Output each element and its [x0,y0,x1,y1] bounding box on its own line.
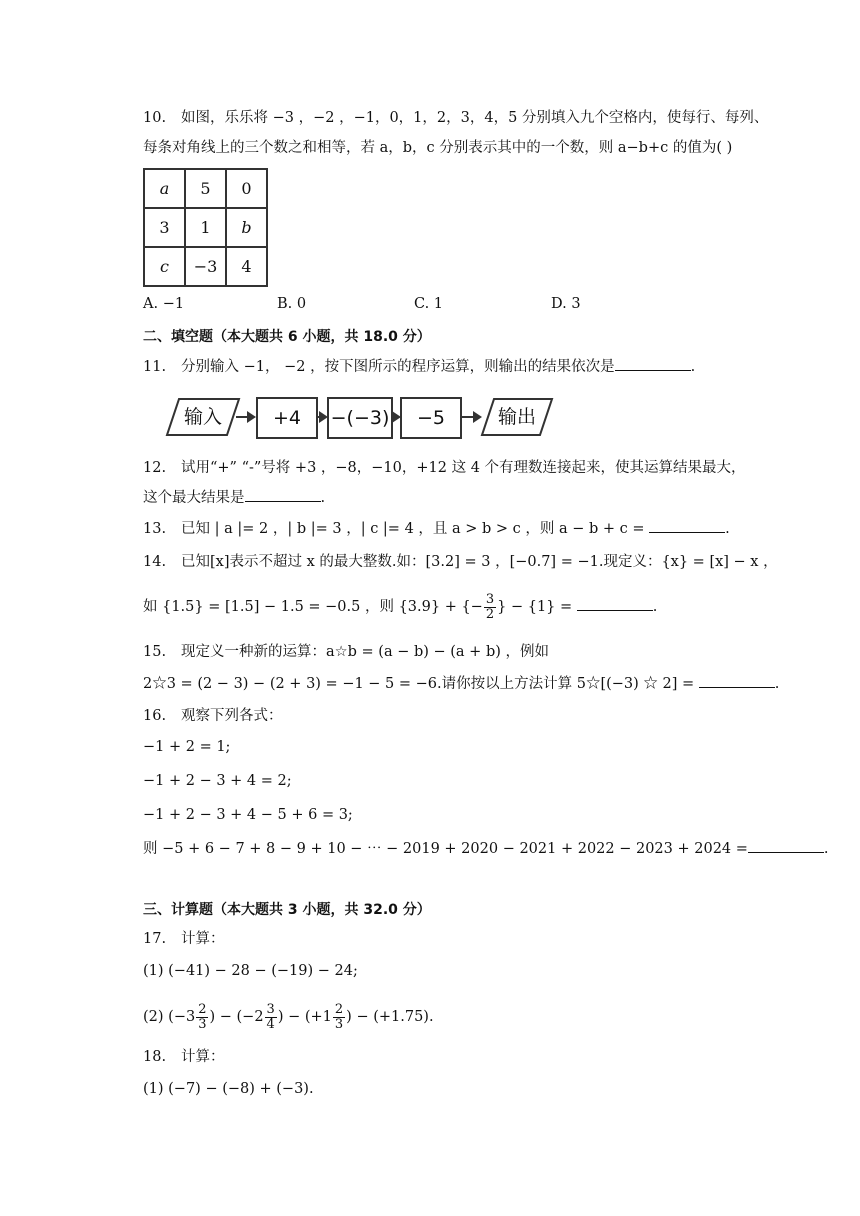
q14-text-2a: 如 {1.5} = [1.5] − 1.5 = −0.5 ，则 {3.9} + {− [143,599,483,615]
fraction [196,1003,208,1032]
q10-line2: 每条对角线上的三个数之和相等，若 a，b，c 分别表示其中的一个数，则 a−b+c 的值为( ) [143,140,733,156]
grid-cell: 1 [185,208,226,247]
q13-line [143,518,730,540]
flow-step-1: +4 [256,397,318,439]
q17-part-2 [143,1000,434,1034]
grid-cell: −3 [185,247,226,286]
q17-number: 17. [143,931,167,947]
answer-blank [649,518,725,533]
q18-intro: 计算： [181,1049,225,1065]
q13-period: . [725,521,730,537]
fraction-numerator: 3 [485,591,495,607]
grid-cell: 0 [226,169,267,208]
q18-line-intro [143,1046,225,1068]
answer-blank [699,673,775,688]
q16-row-2: −1 + 2 − 3 + 4 = 2; [143,773,292,789]
q18-part-1: (1) (−7) − (−8) + (−3). [143,1081,314,1097]
expr-part: ) − (−2 [209,1009,264,1025]
q12-number: 12. [143,460,167,476]
grid-cell: 4 [226,247,267,286]
q18-number: 18. [143,1049,167,1065]
q15-text-2: 2☆3 = (2 − 3) − (2 + 3) = −1 − 5 = −6.请你按以上方法计算 5☆[(−3) ☆ 2] = [143,676,695,692]
q11-text: 分别输入 −1， −2 ，按下图所示的程序运算，则输出的结果依次是 [181,359,615,375]
grid-cell: b [226,208,267,247]
q11-number: 11. [143,359,167,375]
grid-cell: 5 [185,169,226,208]
fraction-numerator: 2 [198,1001,207,1017]
grid-cell: c [144,247,185,286]
q10-option-b: B. 0 [277,296,307,312]
fraction [484,593,496,622]
q14-number: 14. [143,554,167,570]
q12-line1 [143,457,746,479]
flow-input-label: 输入 [183,406,222,428]
grid-cell: 3 [144,208,185,247]
q16-last-line [143,838,829,860]
q14-period: . [652,599,658,615]
q16-row-3: −1 + 2 − 3 + 4 − 5 + 6 = 3; [143,807,353,823]
q14-text-2b: } − {1} = [497,599,573,615]
q13-number: 13. [143,521,167,537]
q12-line2 [143,487,325,509]
answer-blank [577,596,653,611]
fraction [265,1003,277,1032]
flow-step-2: −(−3) [327,397,393,439]
q16-intro: 观察下列各式： [181,708,283,724]
fraction-denominator: 2 [485,606,495,622]
flow-arrow [236,416,254,418]
answer-blank [748,838,824,853]
q15-text-1: 现定义一种新的运算：a☆b = (a − b) − (a + b) ，例如 [181,644,549,660]
answer-blank [615,356,691,371]
fraction-denominator: 4 [266,1016,275,1032]
q11-period: . [690,359,696,375]
flow-step-3: −5 [400,397,462,439]
q12-text-1: 试用“+” “-”号将 +3 ，−8，−10，+12 这 4 个有理数连接起来，使其运算结果最大， [181,460,746,476]
q15-line1 [143,641,549,663]
expr-part: (−3 [168,1009,196,1025]
answer-blank [245,487,321,502]
section-3-heading: 三、计算题（本大题共 3 小题，共 32.0 分） [143,902,431,918]
q16-period: . [823,841,829,857]
q17-intro: 计算： [181,931,225,947]
q17-part-2-label: (2) [143,1009,164,1025]
fraction-denominator: 3 [198,1016,207,1032]
expr-part: ) − (+1 [277,1009,332,1025]
q12-text-2: 这个最大结果是 [143,490,245,506]
fraction [333,1003,345,1032]
q10-option-c: C. 1 [414,296,444,312]
q10-option-d: D. 3 [551,296,581,312]
q10-line1 [143,107,768,129]
magic-square-grid [143,168,268,287]
flow-output-label: 输出 [497,406,536,428]
q15-line2 [143,673,779,695]
q17-line-intro [143,928,225,950]
q10-number: 10. [143,110,167,126]
q15-period: . [774,676,780,692]
q14-text-1: 已知[x]表示不超过 x 的最大整数.如：[3.2] = 3 ，[−0.7] = −1.现定义：{x} = [x] − x ， [181,554,778,570]
q13-text: 已知 | a |= 2 ，| b |= 3 ，| c |= 4 ，且 a > b > c ，则 a − b + c = [181,521,645,537]
fraction-numerator: 3 [266,1001,275,1017]
q16-last: 则 −5 + 6 − 7 + 8 − 9 + 10 − ⋯ − 2019 + 2020 − 2021 + 2022 − 2023 + 2024 = [143,841,748,857]
q16-line-intro [143,705,283,727]
q16-number: 16. [143,708,167,724]
q12-period: . [320,490,326,506]
grid-cell: a [144,169,185,208]
q17-part-1: (1) (−41) − 28 − (−19) − 24; [143,963,358,979]
q10-option-a: A. −1 [143,296,185,312]
q11-line [143,356,695,378]
expr-part: ) − (+1.75). [346,1009,434,1025]
flow-arrow [393,416,399,418]
q15-number: 15. [143,644,167,660]
q14-line1 [143,551,778,573]
flow-arrow [462,416,480,418]
fraction-numerator: 2 [334,1001,344,1017]
section-2-heading: 二、填空题（本大题共 6 小题，共 18.0 分） [143,329,431,345]
flow-arrow [318,416,326,418]
q10-text-1: 如图，乐乐将 −3 ，−2 ，−1，0，1，2，3，4，5 分别填入九个空格内，使每行、每列、 [181,110,769,126]
q16-row-1: −1 + 2 = 1; [143,739,231,755]
fraction-denominator: 3 [334,1016,344,1032]
q14-line2 [143,590,657,624]
